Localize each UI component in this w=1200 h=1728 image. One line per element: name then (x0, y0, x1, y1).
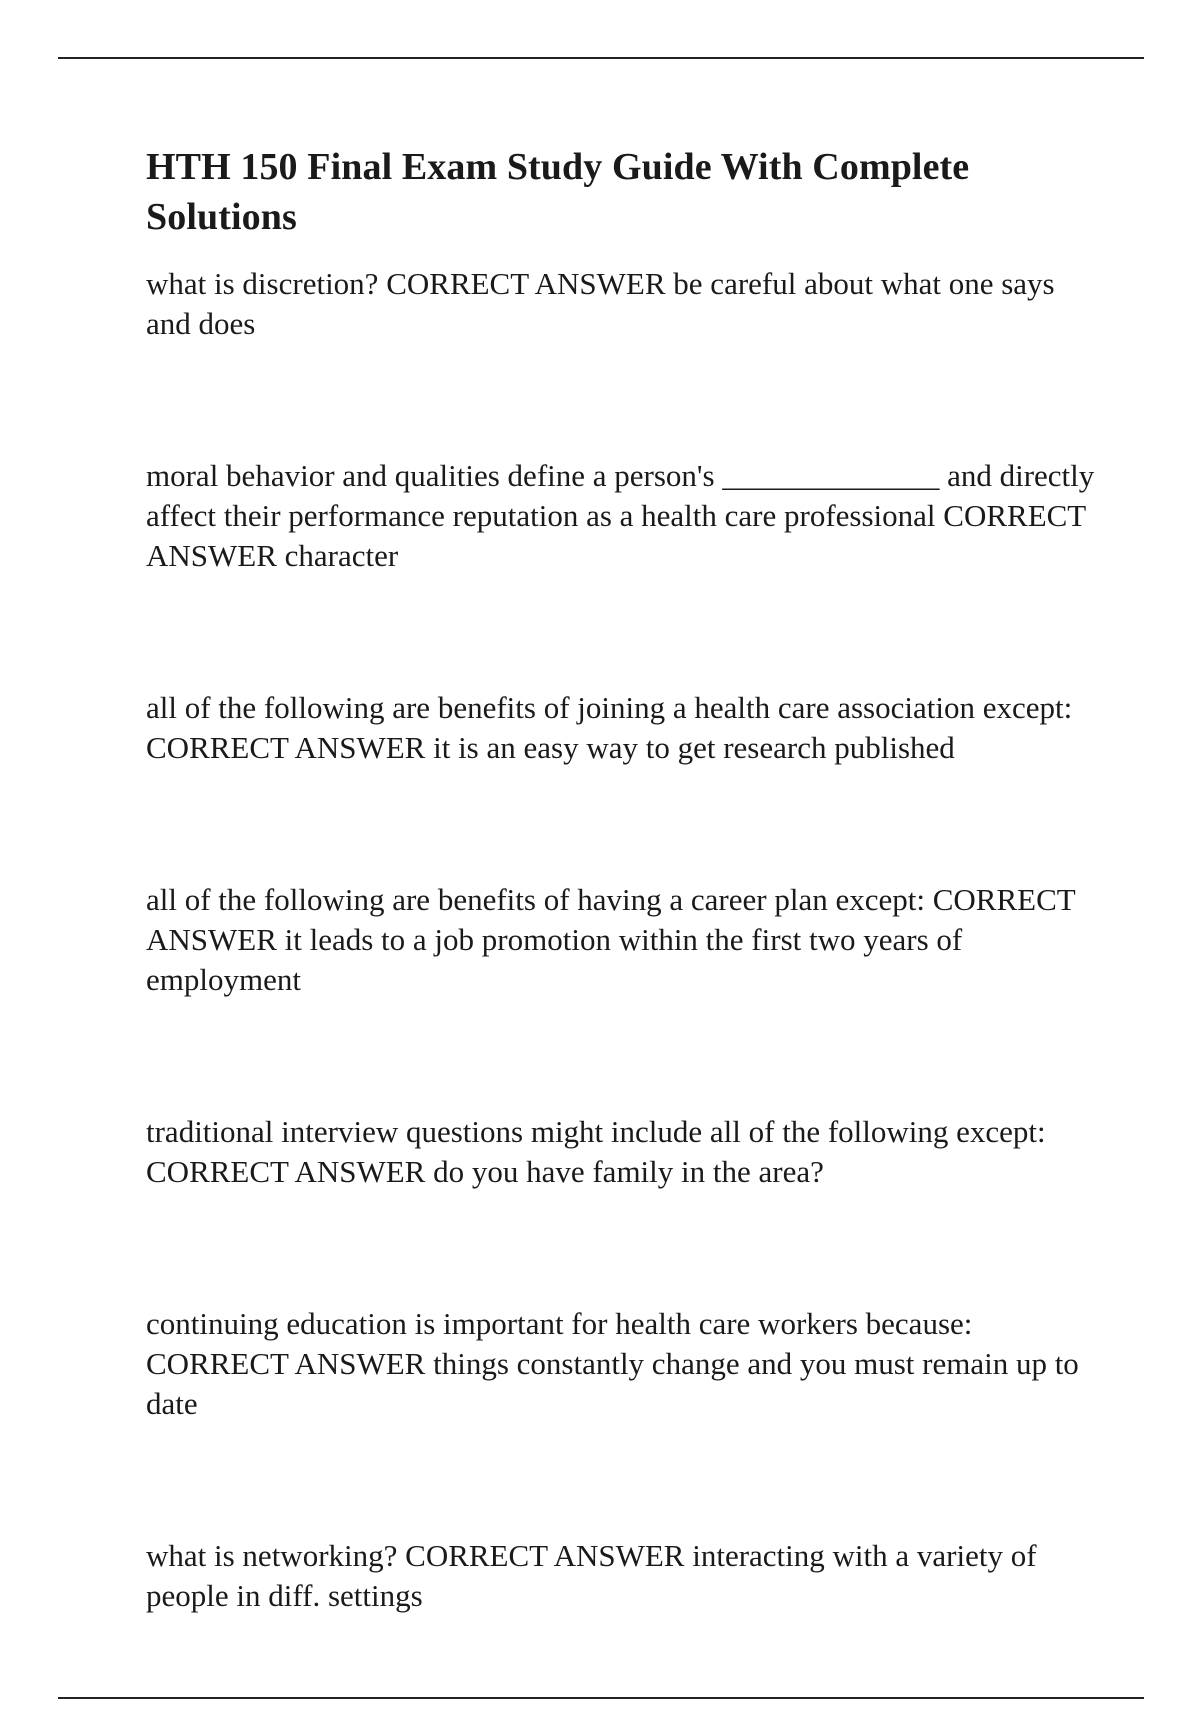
question-text: continuing education is important for health care workers because: (146, 1306, 973, 1341)
answer-text: be careful about what one says and does (146, 266, 1055, 341)
document-title: HTH 150 Final Exam Study Guide With Complete Solutions (146, 146, 970, 238)
qa-item (146, 264, 1106, 344)
answer-text: it leads to a job promotion within the first two years of employment (146, 922, 963, 997)
qa-list (146, 264, 1106, 1616)
answer-label: CORRECT ANSWER (146, 1154, 426, 1189)
answer-text: it is an easy way to get research published (433, 730, 955, 765)
qa-item (146, 1112, 1106, 1192)
answer-label: CORRECT ANSWER (386, 266, 666, 301)
question-text: what is networking? (146, 1538, 398, 1573)
answer-text: interacting with a variety of people in diff. settings (146, 1538, 1037, 1613)
answer-label: CORRECT ANSWER (146, 882, 1076, 957)
answer-label: CORRECT ANSWER (405, 1538, 685, 1573)
answer-label: CORRECT ANSWER (146, 498, 1086, 573)
question-text: all of the following are benefits of joining a health care association except: (146, 690, 1073, 725)
answer-text: character (284, 538, 399, 573)
question-text: all of the following are benefits of having a career plan except: (146, 882, 925, 917)
document-body (146, 142, 1106, 1728)
answer-label: CORRECT ANSWER (146, 730, 426, 765)
answer-text: things constantly change and you must remain up to date (146, 1346, 1079, 1421)
qa-item (146, 880, 1106, 1000)
answer-text: do you have family in the area? (433, 1154, 824, 1189)
qa-item (146, 1304, 1106, 1424)
question-text: what is discretion? (146, 266, 379, 301)
qa-item (146, 456, 1106, 576)
question-text: moral behavior and qualities define a person's ______________ and directly affect their performance reputation as a health care professional (146, 458, 1095, 533)
qa-item (146, 688, 1106, 768)
header-rule (58, 57, 1144, 59)
qa-item (146, 1536, 1106, 1616)
footer-rule (58, 1697, 1144, 1699)
question-text: traditional interview questions might include all of the following except: (146, 1114, 1046, 1149)
answer-label: CORRECT ANSWER (146, 1346, 426, 1381)
